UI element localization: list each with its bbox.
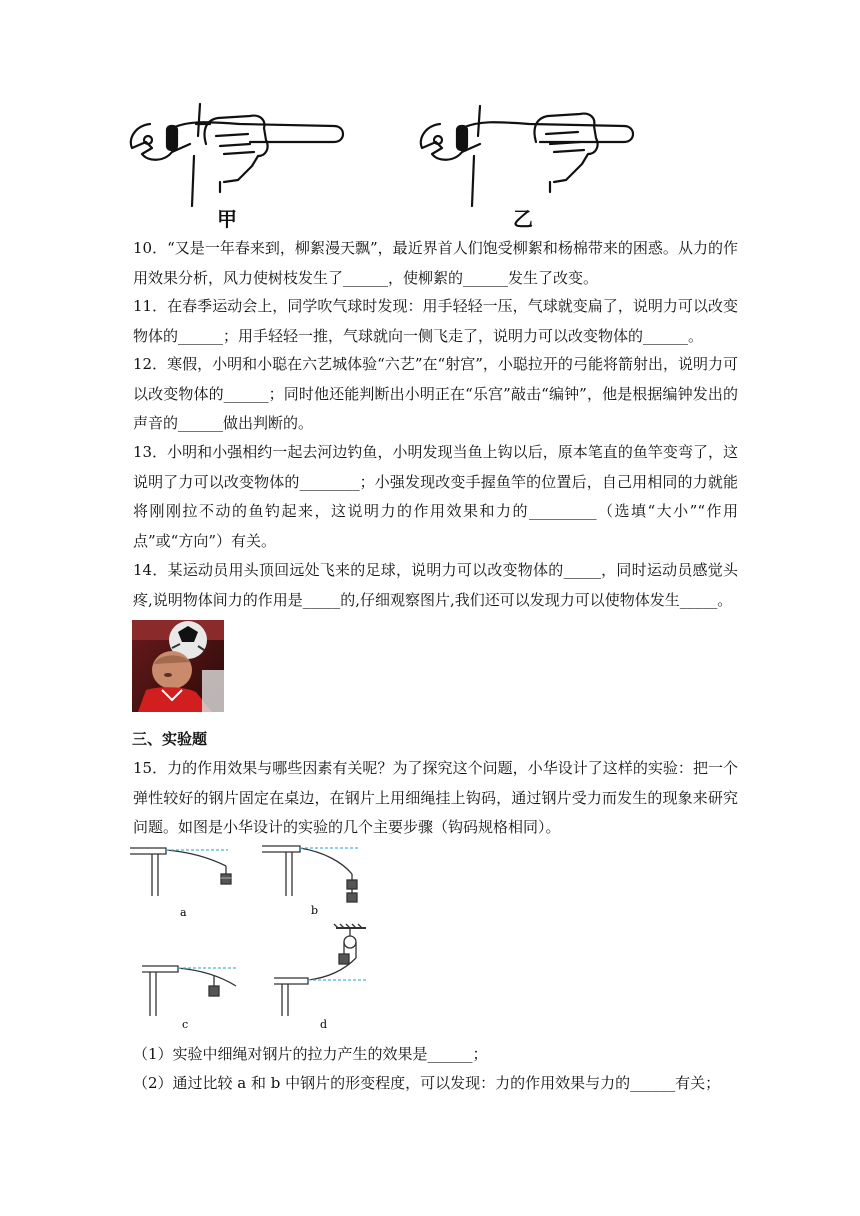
question-13-text: 13．小明和小强相约一起去河边钓鱼，小明发现当鱼上钩以后，原本笔直的鱼竿变弯了，这说明了力可以改变物体的________；小强发现改变手握鱼竿的位置后，自己用相同的力就能将刚刚拉不动的鱼钓起来，这说明力的作用效果和力的_________（选填“大小”“作用点”或“方向”）有关。 bbox=[133, 443, 738, 550]
header-soccer-photo bbox=[132, 620, 224, 712]
section-3-title: 三、实验题 bbox=[132, 730, 208, 748]
question-15 bbox=[133, 754, 738, 843]
figure-label-left: 甲 bbox=[217, 207, 237, 231]
wrench-figure bbox=[120, 96, 640, 234]
figure-label-c: c bbox=[182, 1018, 189, 1031]
question-12-text: 12．寒假，小明和小聪在六艺城体验“六艺”在“射宫”，小聪拉开的弓能将箭射出，说明力可以改变物体的______；同时他还能判断出小明正在“乐宫”敲击“编钟”，他是根据编钟发出的声音的______做出判断的。 bbox=[133, 355, 738, 432]
question-15-sub2 bbox=[133, 1069, 738, 1099]
figure-label-a: a bbox=[180, 906, 187, 919]
figure-label-d: d bbox=[320, 1018, 328, 1031]
question-14 bbox=[133, 556, 738, 615]
question-15-text: 15．力的作用效果与哪些因素有关呢？为了探究这个问题，小华设计了这样的实验：把一个弹性较好的钢片固定在桌边，在钢片上用细绳挂上钩码，通过钢片受力而发生的现象来研究问题。如图是小华设计的实验的几个主要步骤（钩码规格相同）。 bbox=[133, 759, 738, 836]
question-10-text: 10．“又是一年春来到，柳絮漫天飘”，最近界首人们饱受柳絮和杨棉带来的困惑。从力的作用效果分析，风力使树枝发生了______，使柳絮的______发生了改变。 bbox=[133, 239, 738, 287]
question-11-text: 11．在春季运动会上，同学吹气球时发现：用手轻轻一压，气球就变扁了，说明力可以改变物体的______；用手轻轻一推，气球就向一侧飞走了，说明力可以改变物体的______。 bbox=[133, 297, 738, 345]
experiment-figure-d bbox=[274, 924, 366, 1016]
experiment-figures bbox=[130, 840, 380, 1036]
wrench-left-drawing bbox=[131, 104, 343, 206]
question-15-sub1-text: （1）实验中细绳对钢片的拉力产生的效果是______； bbox=[133, 1045, 488, 1063]
question-15-sub1 bbox=[133, 1040, 738, 1070]
figure-label-b: b bbox=[311, 904, 319, 917]
question-13 bbox=[133, 438, 738, 556]
wrench-right-drawing bbox=[421, 106, 633, 206]
question-12 bbox=[133, 350, 738, 439]
question-14-text: 14．某运动员用头顶回远处飞来的足球，说明力可以改变物体的_____，同时运动员感觉头疼,说明物体间力的作用是_____的,仔细观察图片,我们还可以发现力可以使物体发生_____。 bbox=[133, 561, 738, 609]
figure-label-right: 乙 bbox=[513, 207, 533, 231]
question-10 bbox=[133, 234, 738, 293]
question-11 bbox=[133, 292, 738, 351]
experiment-figure-b bbox=[262, 846, 360, 902]
experiment-figure-c bbox=[142, 966, 238, 1016]
experiment-figure-a bbox=[130, 848, 232, 896]
question-15-sub2-text: （2）通过比较 a 和 b 中钢片的形变程度，可以发现：力的作用效果与力的______有关； bbox=[133, 1074, 721, 1092]
